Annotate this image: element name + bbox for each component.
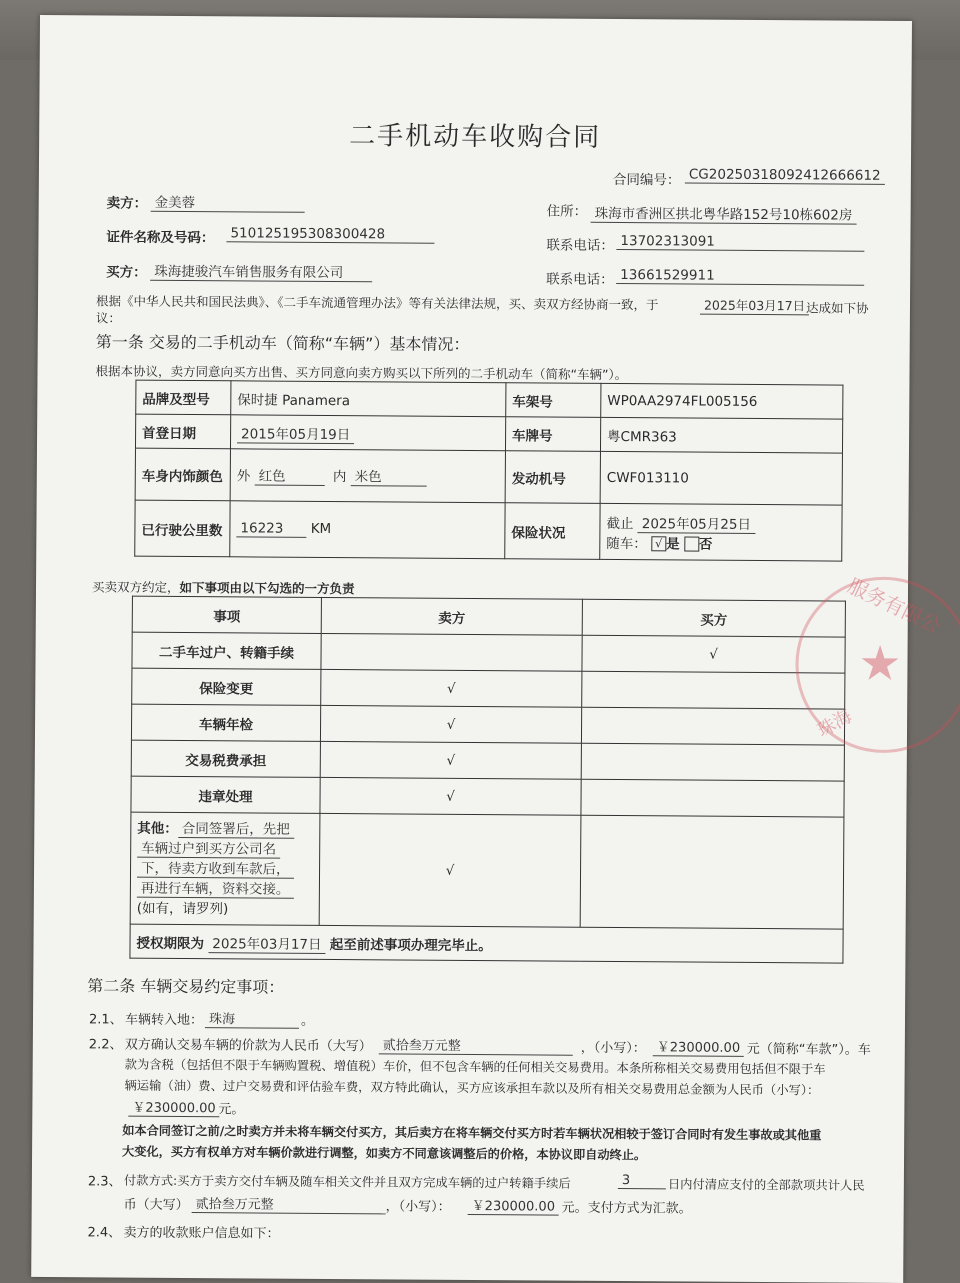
- insurance-label: 保险状况: [505, 503, 600, 560]
- yes-label: 是: [666, 535, 680, 552]
- buyer-phone: 13661529911: [616, 267, 864, 286]
- exterior-label: 外: [236, 468, 251, 485]
- bold-clause-1: 如本合同签订之前/之时卖方并未将车辆交付买方，其后卖方在将车辆交付买方时若车辆状况相较于签订合同时有发生事故或其他重: [122, 1123, 822, 1143]
- address-label: 住所：: [546, 203, 588, 220]
- seal-text-2: 珠海: [813, 705, 856, 742]
- duty-seller-mark: √: [320, 741, 581, 779]
- mileage-cell: [230, 501, 505, 559]
- duty-buyer-mark: √: [582, 635, 845, 673]
- page-title: 二手机动车收购合同: [349, 121, 602, 153]
- mileage-label: 已行驶公里数: [135, 500, 230, 557]
- contract-page: [31, 15, 945, 1283]
- color-label: 车身内饰颜色: [135, 448, 230, 501]
- exterior-color: 红色: [255, 464, 325, 485]
- transfer-city: 珠海: [205, 1008, 299, 1029]
- payment-lower: ￥230000.00: [468, 1195, 559, 1216]
- clause-2-2-no: 2.2、: [88, 1037, 123, 1053]
- table-row-auth: [130, 924, 843, 963]
- other-line-4: 再进行车辆，资料交接。: [137, 880, 294, 898]
- contract-no: CG20250318092412666612: [685, 166, 885, 184]
- duty-item: 交易税费承担: [131, 740, 320, 777]
- duty-table: [129, 596, 846, 964]
- seal-text: 服务有限公: [843, 573, 945, 639]
- clause-2-3-d: ，（小写）：: [385, 1199, 451, 1215]
- table-row: [132, 632, 845, 673]
- clause-2-4-no: 2.4、: [87, 1225, 122, 1241]
- interior-label: 内: [332, 469, 347, 486]
- other-note: (如有，请罗列): [136, 900, 229, 917]
- payment-days: 3: [618, 1173, 666, 1189]
- article-2-heading: 第二条 车辆交易约定事项：: [87, 976, 285, 997]
- id-number: 510125195308300428: [226, 225, 434, 243]
- clause-2-3-a: 付款方式:买方于卖方交付车辆及随车相关文件并且双方完成车辆的过户转籍手续后: [123, 1173, 571, 1191]
- duty-item: 保险变更: [132, 668, 321, 705]
- buyer-label: 买方：: [106, 264, 147, 281]
- duty-seller-mark: √: [321, 669, 582, 707]
- duty-buyer-mark: [581, 707, 844, 745]
- yes-checkbox: √: [651, 536, 666, 551]
- seal-star-icon: ★: [858, 635, 902, 692]
- bold-clause-2: 大变化，买方有权单方对车辆价款进行调整，如卖方不同意该调整后的价格，本协议即自动终止。: [122, 1144, 647, 1163]
- clause-2-2-a: 双方确认交易车辆的价款为人民币（大写）: [124, 1037, 372, 1055]
- other-line-3: 下，待卖方收到车款后，: [137, 860, 294, 878]
- duty-seller-mark: √: [320, 705, 581, 743]
- clause-2-1-no: 2.1、: [88, 1012, 123, 1028]
- id-label: 证件名称及号码：: [106, 229, 215, 247]
- intro-text-3: 议：: [95, 310, 121, 326]
- intro-text-2: 达成如下协: [805, 300, 869, 316]
- period: 。: [300, 1013, 315, 1029]
- auth-date: 2025年03月17日: [208, 936, 325, 954]
- color-cell: [230, 449, 505, 503]
- auth-label: 授权期限为: [136, 935, 205, 952]
- mileage-value: 16223: [236, 520, 306, 537]
- clause-2-2-b: ，（小写）：: [580, 1040, 646, 1057]
- seller-name: 金美蓉: [151, 191, 305, 213]
- mileage-unit: KM: [310, 520, 332, 538]
- clause-2-3-no: 2.3、: [87, 1174, 122, 1190]
- plate-label: 车牌号: [505, 417, 600, 452]
- duty-item: 二手车过户、转籍手续: [132, 632, 321, 669]
- brand-label: 品牌及型号: [136, 380, 231, 415]
- table-row: [131, 776, 844, 817]
- company-seal: [795, 573, 960, 753]
- clause-2-3-e: 元。支付方式为汇款。: [561, 1200, 692, 1217]
- clause-2-3-b: 日内付清应支付的全部款项共计人民: [667, 1177, 865, 1193]
- clause-2-1: 车辆转入地：: [124, 1012, 204, 1029]
- brand-value: 保时捷 Panamera: [231, 381, 506, 417]
- seller-label: 卖方：: [106, 195, 148, 212]
- other-line-1: 合同签署后，先把: [178, 820, 294, 838]
- reg-date-cell: [230, 415, 505, 451]
- vehicle-info-table: [134, 380, 843, 562]
- other-line-2: 车辆过户到买方公司名: [137, 840, 280, 858]
- other-buyer-mark: [580, 815, 844, 929]
- no-checkbox: [684, 536, 699, 551]
- duty-header-buyer: 买方: [582, 599, 845, 637]
- table-row: [132, 668, 845, 709]
- reg-date: 2015年05月19日: [237, 426, 354, 444]
- article-1-desc: 根据本协议，卖方同意向买方出售、买方同意向卖方购买以下所列的二手机动车（简称“车辆”）。: [95, 363, 628, 383]
- insurance-until-label: 截止: [606, 515, 634, 532]
- seller-phone: 13702313091: [616, 233, 864, 252]
- no-label: 否: [698, 536, 713, 553]
- seller-phone-label: 联系电话：: [546, 237, 614, 254]
- table-row-other: [130, 812, 844, 929]
- buyer-phone-label: 联系电话：: [546, 271, 614, 288]
- buyer-name: 珠海捷骏汽车销售服务有限公司: [150, 260, 372, 283]
- table-row: [131, 704, 844, 745]
- agreement-date: 2025年03月17日: [700, 296, 809, 316]
- clause-2-3-c: 币（大写）: [123, 1197, 189, 1214]
- duty-header-seller: 卖方: [321, 597, 582, 635]
- vin-value: WP0AA2974FL005156: [601, 383, 843, 419]
- other-label: 其他：: [137, 820, 178, 837]
- clause-2-4: 卖方的收款账户信息如下：: [123, 1225, 280, 1242]
- address: 珠海市香洲区拱北粤华路152号10栋602房: [591, 202, 857, 225]
- clause-2-2-c: 元（简称“车款”）。车: [746, 1041, 871, 1058]
- duty-seller-mark: √: [320, 777, 581, 815]
- duty-header-item: 事项: [132, 596, 321, 633]
- reg-date-label: 首登日期: [135, 414, 230, 449]
- insurance-cell: [600, 503, 842, 561]
- duty-buyer-mark: [581, 779, 844, 817]
- intro-text: 根据《中华人民共和国民法典》、《二手车流通管理办法》等有关法律法规，买、卖双方经协商一致，于: [95, 293, 659, 313]
- contract-no-label: 合同编号：: [612, 171, 681, 189]
- total-lower: ￥230000.00: [128, 1097, 219, 1118]
- price-lower: ￥230000.00: [653, 1036, 744, 1057]
- other-cell: [130, 812, 320, 925]
- clause-2-2-line3: 辆运输（油）费、过户交易费和评估验车费，双方特此确认，买方应该承担车款以及所有相关交易费用总金额为人民币（小写）：: [124, 1078, 820, 1098]
- total-unit: 元。: [218, 1102, 245, 1118]
- auth-tail: 起至前述事项办理完毕止。: [329, 936, 492, 954]
- with-car-label: 随车：: [606, 535, 647, 552]
- table-row: [131, 740, 844, 781]
- duty-seller-mark: [321, 633, 582, 671]
- duty-buyer-mark: [581, 743, 844, 781]
- insurance-until: 2025年05月25日: [638, 516, 755, 534]
- interior-color: 米色: [351, 465, 427, 487]
- duty-item: 违章处理: [131, 776, 320, 813]
- duty-intro: 买卖双方约定，如下事项由以下勾选的一方负责: [91, 579, 355, 597]
- duty-item: 车辆年检: [131, 704, 320, 741]
- engine-value: CWF013110: [600, 451, 842, 505]
- payment-upper: 贰拾叁万元整: [192, 1193, 386, 1214]
- engine-label: 发动机号: [505, 451, 600, 504]
- plate-value: 粤CMR363: [600, 417, 842, 453]
- clause-2-2-line2: 款为含税（包括但不限于车辆购置税、增值税）车价，但不包含车辆的任何相关交易费用。本条所称相关交易费用包括但不限于车: [124, 1057, 826, 1077]
- auth-cell: [130, 924, 843, 963]
- vin-label: 车架号: [506, 383, 601, 418]
- other-seller-mark: √: [319, 813, 581, 927]
- price-upper: 贰拾叁万元整: [379, 1034, 573, 1055]
- article-1-heading: 第一条 交易的二手机动车（简称“车辆”）基本情况：: [95, 332, 470, 354]
